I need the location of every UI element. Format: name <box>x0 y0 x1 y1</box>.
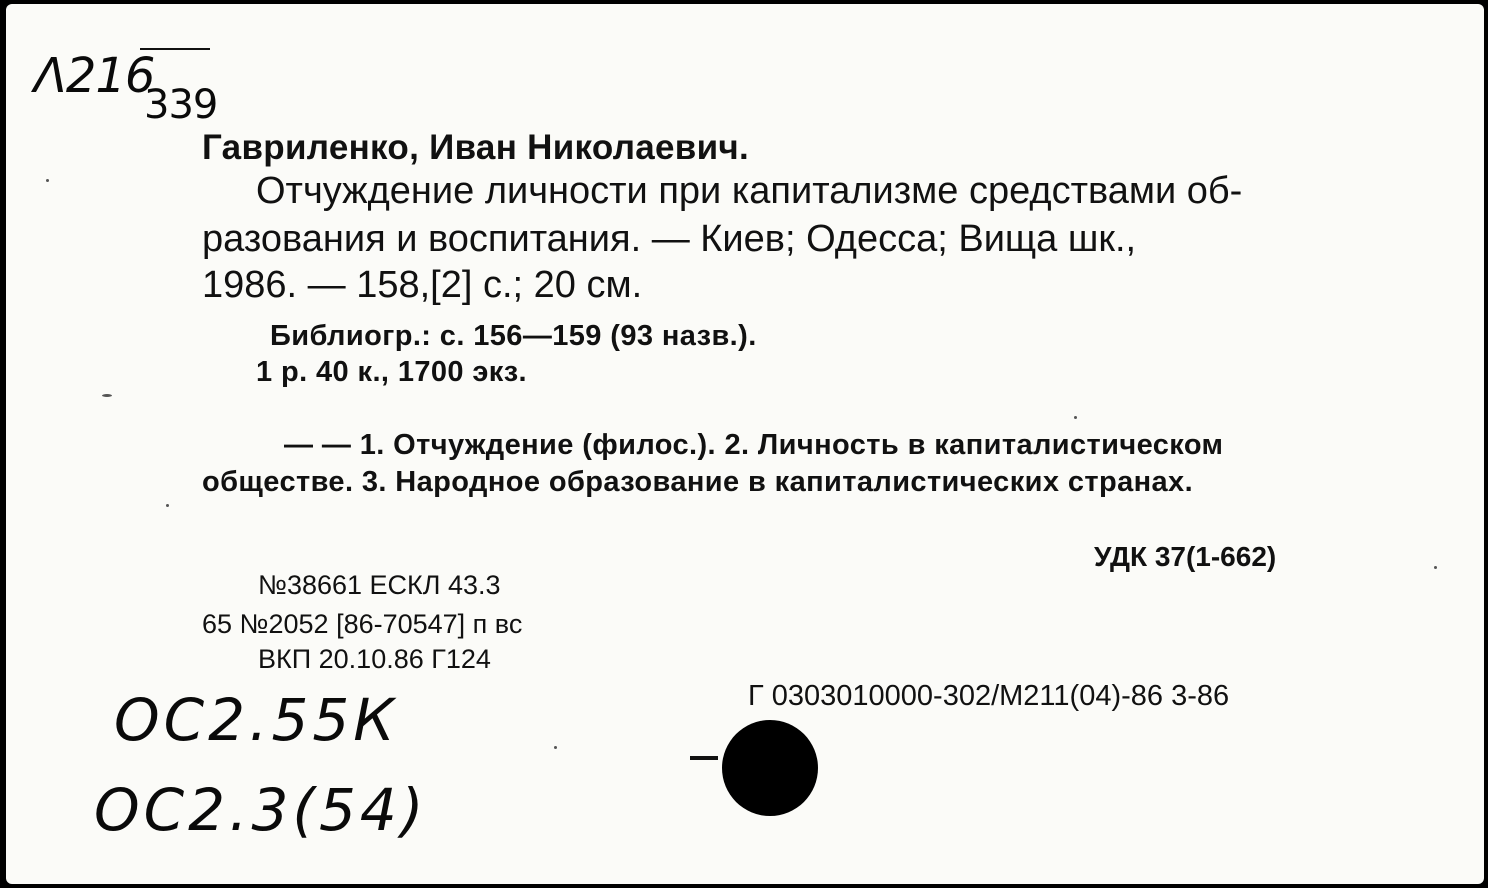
title-line-1: Отчуждение личности при капитализме средствами об- <box>256 170 1243 212</box>
title-line-3: 1986. — 158,[2] с.; 20 см. <box>202 264 643 306</box>
call-number-main: Λ216 <box>34 48 155 104</box>
paper-speck <box>102 394 112 397</box>
catalog-code: Г 0303010000-302/М211(04)-86 3-86 <box>748 680 1230 712</box>
registry-line-1: №38661 ЕСКЛ 43.3 <box>258 570 501 600</box>
paper-speck <box>1074 416 1077 419</box>
paper-speck <box>554 746 557 749</box>
paper-speck <box>166 504 169 507</box>
author-name: Гавриленко, Иван Николаевич. <box>202 128 750 167</box>
call-number-fraction-line <box>140 48 210 50</box>
udc-code: УДК 37(1-662) <box>1094 541 1277 572</box>
handwritten-code-2: ОС2.3(54) <box>94 776 428 844</box>
paper-speck <box>1434 566 1437 569</box>
handwritten-code-1: ОС2.55К <box>114 686 399 754</box>
price-and-print-run: 1 р. 40 к., 1700 экз. <box>256 356 527 388</box>
title-line-2: разования и воспитания. — Киев; Одесса; Вища шк., <box>202 218 1137 260</box>
registry-line-3: ВКП 20.10.86 Г124 <box>258 644 491 674</box>
bibliography-note: Библиогр.: с. 156—159 (93 назв.). <box>270 320 757 352</box>
call-number-sub: 339 <box>144 82 218 128</box>
paper-speck <box>46 179 49 182</box>
punch-hole <box>722 720 818 816</box>
subjects-line-2: обществе. 3. Народное образование в капиталистических странах. <box>202 466 1194 498</box>
subjects-line-1: — — 1. Отчуждение (филос.). 2. Личность в капиталистическом <box>284 429 1224 461</box>
hole-tick-mark <box>690 756 718 760</box>
catalog-card <box>6 4 1484 884</box>
registry-line-2: 65 №2052 [86-70547] п вс <box>202 609 523 639</box>
